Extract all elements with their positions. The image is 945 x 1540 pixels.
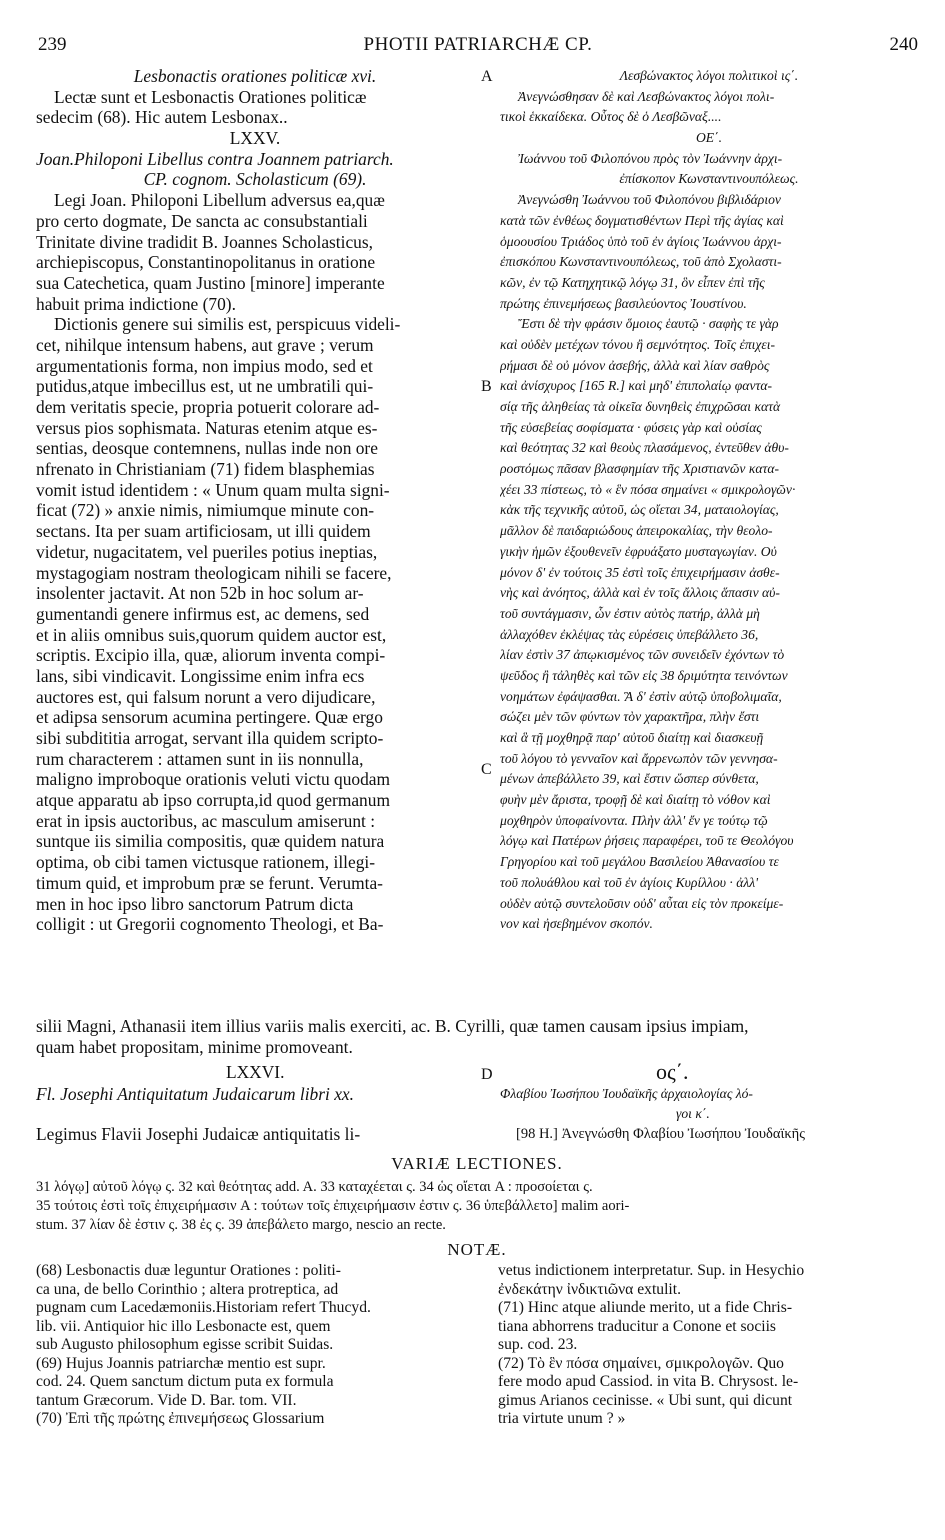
note-line: (70) Ἐπὶ τῆς πρώτης ἐπινεμήσεως Glossarium: [36, 1410, 325, 1427]
greek-text-line: τοῦ συντάγμασιν, ὧν ἐστιν αὐτὸς πατήρ, ἀλλὰ μὴ: [500, 605, 760, 621]
josephus-text-greek: [98 H.] Ἀνεγνώσθη Φλαβίου Ἰωσήπου Ἰουδαϊκῆς: [516, 1126, 806, 1142]
latin-text-line: vomit istud identidem : « Unum quam multa signi-: [36, 479, 390, 500]
running-head: [38, 34, 918, 58]
note-line: sup. cod. 23.: [498, 1336, 578, 1353]
note-line: gimus Arianos cecinisse. « Ubi sunt, qui dicunt: [498, 1391, 793, 1409]
note-line: sub Augusto philosophum egisse scribit Suidas.: [36, 1336, 334, 1353]
greek-text-line: μᾶλλον δὲ παιδαριώδους ἀπειροκαλίας, τὴν θεολο-: [500, 523, 773, 539]
latin-text-line: erat in ipsis auctoribus, ac masculum amiserunt :: [36, 810, 376, 831]
section-number-lxxvi: LXXVI.: [226, 1062, 285, 1082]
note-line: ἐνδεκάτην ἰνδικτιῶνα extulit.: [498, 1280, 681, 1298]
latin-text-line: archiepiscopus, Constantinopolitanus in oratione: [36, 252, 376, 273]
notes-left-column: [36, 1262, 476, 1429]
greek-text-line: Λεσβώνακτος λόγοι πολιτικοὶ ις΄.: [619, 68, 799, 83]
latin-text-line: suntque iis similia compositis, quæ quidem natura: [36, 831, 385, 852]
josephus-title-greek: Φλαβίου Ἰωσήπου Ἰουδαϊκῆς ἀρχαιολογίας λό-: [500, 1086, 753, 1101]
latin-text-line: dem veritatis specie, propria potuerit colorare ad-: [36, 397, 380, 417]
note-line: (72) Τὸ ἓν πόσα σημαίνει, σμικρολογῶν. Quo: [498, 1354, 784, 1372]
greek-text-line: ΟΕ΄.: [695, 130, 723, 146]
latin-text-line: lans, sibi vindicavit. Longissime enim infra ecs: [36, 665, 365, 686]
greek-text-line: τῆς εὐσεβείας σοφίσματα · φύσεις γὰρ καὶ οὐσίας: [500, 419, 762, 435]
margin-marker-c: C: [481, 761, 492, 778]
note-line: cod. 24. Quem sanctum dictum puta ex formula: [36, 1373, 334, 1390]
greek-text-line: ὁμοουσίου Τριάδος ὑπὸ τοῦ ἐν ἁγίοις Ἰωάννου ἀρχι-: [500, 233, 782, 249]
latin-text-line: nfrenato in Christianiam (71) fidem blasphemias: [36, 459, 375, 480]
page-title: PHOTII PATRIARCHÆ CP.: [363, 34, 593, 55]
margin-marker-a: A: [481, 68, 493, 85]
greek-text-line: μένων ἀπεβάλλετο 39, καὶ ἔστιν ὥσπερ σύνθετα,: [500, 771, 759, 787]
latin-text-line: et adipsa sensorum acumina pertingere. Quæ ergo: [36, 707, 383, 728]
latin-text-line: timum quid, et improbum præ se ferunt. Verumta-: [36, 872, 383, 893]
greek-column: [500, 66, 918, 935]
greek-text-line: σώζει μὲν τῶν φύντων τὸν χαρακτῆρα, πλὴν ἔστι: [500, 709, 760, 725]
greek-text-line: μόνον δ' ἐν τούτοις 35 ἐστὶ τοῖς ἐπιχειρήμασιν ἀσθε-: [500, 564, 780, 580]
greek-text-line: Ἀνεγνώσθη Ἰωάννου τοῦ Φιλοπόνου βιβλιδάριον: [518, 192, 781, 208]
margin-marker-b: B: [481, 378, 492, 395]
greek-text-line: κὰκ τῆς τεχνικῆς αὐτοῦ, ὡς οἴεται 34, ματαιολογίας,: [500, 502, 779, 518]
note-line: vetus indictionem interpretatur. Sup. in Hesychio: [498, 1262, 805, 1279]
latin-text-line: sectans. Ita per suam artificiosam, ut illi quidem: [36, 521, 371, 542]
full-width-line: silii Magni, Athanasii item illius variis malis exerciti, ac. B. Cyrilli, quæ tamen causam ipsius impiam,: [36, 1016, 749, 1036]
greek-text-line: γικὴν ἡμῶν ἐξουθενεῖν ἐφρυάξατο μυσταγωγίαν. Οὐ: [500, 543, 777, 559]
greek-text-line: Ἀνεγνώσθησαν δὲ καὶ Λεσβώνακτος λόγοι πολι-: [518, 88, 775, 104]
note-line: (69) Hujus Joannis patriarchæ mentio est supr.: [36, 1354, 326, 1372]
note-line: (71) Hinc atque aliunde merito, ut a fide Chris-: [498, 1299, 793, 1316]
greek-text-line: κῶν, ἐν τῷ Κατηχητικῷ λόγῳ 31, ὃν εἶπεν ἐπὶ τῆς: [500, 274, 765, 290]
greek-text-line: τοῦ πολυάθλου καὶ τοῦ ἐν ἁγίοις Κυρίλλου · ἀλλ': [500, 874, 759, 890]
latin-text-line: maligno improboque orationis veluti victu quodam: [36, 769, 391, 790]
greek-text-line: λόγῳ καὶ Πατέρων ῥήσεις παραφέρει, τοῦ τε Θεολόγου: [500, 833, 794, 849]
latin-text-line: Lectæ sunt et Lesbonactis Orationes politicæ: [54, 86, 367, 107]
latin-text-line: habuit prima indictione (70).: [36, 293, 236, 314]
note-line: pugnam cum Lacedæmoniis.Historiam refert Thucyd.: [36, 1299, 371, 1316]
latin-text-line: insolenter jactavit. At non 52b in hoc solum ar-: [36, 583, 364, 604]
variant-reading-line: 35 τούτοις ἐστὶ τοῖς ἐπιχειρήμασιν A : τούτων τοῖς ἐπιχειρήμασιν ἐστιν ς. 36 ὑπεβάλλετο] malim aori-: [36, 1198, 630, 1214]
latin-text-line: cet, nihilque intensum habens, aut grave ; verum: [36, 334, 374, 355]
josephus-title-greek-2: γοι κ΄.: [676, 1106, 710, 1121]
greek-text-line: Γρηγορίου καὶ τοῦ μεγάλου Βασιλείου Ἀθανασίου τε: [500, 854, 779, 870]
latin-text-line: Dictionis genere sui similis est, perspicuus videli-: [54, 314, 401, 335]
latin-text-line: atque apparatu ab ipso corrupta,id quod germanum: [36, 790, 390, 811]
latin-text-line: versus pios sophismata. Naturas etenim atque es-: [36, 417, 378, 438]
greek-text-line: νὴς καὶ ἀνόητος, ἀλλὰ καὶ ἐν τοῖς ἄλλοις ἅπασιν αὐ-: [500, 585, 780, 601]
latin-text-line: sentias, deosque contemnens, nullas inde non ore: [36, 438, 378, 459]
variae-title: VARIÆ LECTIONES.: [391, 1154, 563, 1173]
greek-text-line: νοημάτων ἐφάψασθαι. Ἃ δ' ἐστὶν αὐτῷ ὑποβολιμαῖα,: [500, 688, 782, 704]
section-number-greek: ος΄.: [656, 1059, 689, 1084]
josephus-text-latin: Legimus Flavii Josephi Judaicæ antiquitatis li-: [36, 1124, 361, 1144]
page-number-right: 240: [889, 34, 918, 55]
greek-text-line: καὶ θεότητας 32 καὶ θεοὺς πλασάμενος, ἐντεῦθεν ἀθυ-: [500, 440, 789, 456]
latin-text-line: auctores est, qui falsum norunt a vero dijudicare,: [36, 686, 376, 707]
greek-text-line: ἀλλαχόθεν ἐκλέψας τὰς εὑρέσεις ὑπεβάλλετο 36,: [500, 626, 759, 642]
greek-text-line: πρώτης ἐπινεμήσεως βασιλεύοντος Ἰουστίνου.: [500, 295, 747, 311]
margin-marker-d: D: [481, 1066, 493, 1083]
greek-text-line: σίᾳ τῆς ἀληθείας τὰ οἰκεῖα δυνηθεὶς ἐπιχρῶσαι κατὰ: [500, 399, 781, 414]
notes-right-column: [498, 1262, 918, 1429]
greek-text-line: φυὴν μὲν ἄριστα, τροφῇ δὲ καὶ διαίτῃ τὸ νόθον καὶ: [500, 792, 771, 808]
greek-text-line: καὶ ἀνίσχυρος [165 R.] καὶ μηδ' ἐπιπολαίῳ φαντα-: [500, 378, 773, 394]
greek-text-line: οὐδὲν αὐτῷ συντελοῦσιν οὐδ' αὗται εἰς τὸν προκείμε-: [500, 895, 784, 911]
greek-text-line: μοχθηρὸν ὑποφαίνοντα. Πλὴν ἀλλ' ἔν γε τούτῳ τῷ: [500, 812, 768, 828]
latin-column: [36, 66, 474, 935]
note-line: fere modo apud Cassiod. in vita B. Chrysost. le-: [498, 1373, 799, 1390]
full-width-text: [36, 1016, 918, 1057]
latin-text-line: sibi subdititia arrogat, servant illa quidem scripto-: [36, 728, 384, 748]
latin-text-line: CP. cognom. Scholasticum (69).: [143, 169, 367, 190]
greek-text-line: χέει 33 πίστεως, τὸ « ἓν πόσα σημαίνει « σμικρολογῶν·: [500, 481, 796, 497]
latin-text-line: sedecim (68). Hic autem Lesbonax..: [36, 107, 288, 128]
latin-text-line: pro certo dogmate, De sancta ac consubstantiali: [36, 210, 368, 231]
note-line: tiana abhorrens traducitur a Conone et sociis: [498, 1317, 776, 1335]
latin-text-line: colligit : ut Gregorii cognomento Theologi, et Ba-: [36, 914, 384, 935]
variae-lectiones: [36, 1154, 918, 1235]
latin-text-line: putidus,atque imbecillus est, ut ne umbratili qui-: [36, 376, 374, 397]
greek-text-line: Ἰωάννου τοῦ Φιλοπόνου πρὸς τὸν Ἰωάννην ἀρχι-: [518, 150, 783, 166]
latin-text-line: ficat (72) » anxie nimis, nimiumque minute con-: [36, 500, 375, 521]
note-line: tantum Græcorum. Vide D. Bar. tom. VII.: [36, 1391, 297, 1409]
greek-text-line: Ἔστι δὲ τὴν φράσιν ὅμοιος ἑαυτῷ · σαφὴς τε γὰρ: [518, 316, 779, 332]
latin-text-line: et in aliis omnibus suis,quorum quidem auctor est,: [36, 624, 387, 645]
latin-text-line: Trinitate divine tradidit B. Joannes Scholasticus,: [36, 231, 373, 252]
latin-text-line: mystagogiam nostram theologicam nihili se facere,: [36, 562, 392, 583]
notae-title: NOTÆ.: [447, 1240, 507, 1259]
greek-text-line: ψεῦδος ἢ τἀληθὲς καὶ τῶν εἰς 38 δριμύτητα τεινόντων: [500, 667, 788, 683]
full-width-line: quam habet propositam, minime promoveant.: [36, 1036, 353, 1057]
latin-text-line: LXXV.: [229, 128, 281, 149]
note-line: (68) Lesbonactis duæ leguntur Orationes : politi-: [36, 1262, 341, 1279]
greek-text-line: νον καὶ ἠσεβημένον σκοπόν.: [500, 916, 653, 932]
page-number-left: 239: [38, 34, 67, 55]
greek-text-line: καὶ οὐδὲν μετέχων τόνου ἢ σεμνότητος. Τοῖς ἐπιχει-: [500, 336, 776, 352]
josephus-title-latin: Fl. Josephi Antiquitatum Judaicarum libri xx.: [36, 1084, 354, 1104]
greek-text-line: ρήμασι δὲ οὐ μόνον ἀσεβής, ἀλλὰ καὶ λίαν σαθρὸς: [500, 357, 770, 373]
latin-text-line: Joan.Philoponi Libellus contra Joannem patriarch.: [36, 148, 394, 169]
greek-text-line: ἐπίσκοπον Κωνσταντινουπόλεως.: [619, 171, 799, 187]
latin-text-line: optima, ob cibi tamen victusque rationem, illegi-: [36, 852, 376, 873]
latin-text-line: argumentationis forma, non impius modo, sed et: [36, 355, 373, 376]
latin-text-line: videtur, nugacitatem, vel pueriles potius ineptias,: [36, 541, 378, 562]
greek-text-line: τοῦ λόγου τὸ γενναῖον καὶ ἄρρενωπὸν τῶν γεννησα-: [500, 750, 778, 766]
variant-reading-line: 31 λόγῳ] αὐτοῦ λόγῳ ς. 32 καὶ θεότητας add. A. 33 καταχέεται ς. 34 ὡς οἴεται A : προσοίεται ς.: [36, 1179, 593, 1195]
latin-text-line: Lesbonactis orationes politicæ xvi.: [133, 66, 377, 86]
note-line: tria virtute unum ? »: [498, 1410, 626, 1427]
latin-text-line: gumentandi genere infirmus est, ac demens, sed: [36, 603, 370, 624]
note-line: ca una, de bello Corinthio ; altera protreptica, ad: [36, 1280, 339, 1298]
latin-text-line: scriptis. Excipio illa, quæ, aliorum inventa compi-: [36, 645, 386, 666]
greek-text-line: καὶ ἃ τῇ μοχθηρᾷ παρ' αὐτοῦ διαίτῃ καὶ διασκευῇ: [500, 730, 764, 745]
greek-text-line: λίαν ἐστὶν 37 ἀπῳκισμένος τῶν συνειδεῖν ἐχόντων τὸ: [500, 647, 785, 663]
greek-text-line: ἐπισκόπου Κωνσταντινουπόλεως, τοῦ ἀπὸ Σχολαστι-: [500, 254, 782, 270]
latin-text-line: men in hoc ipso libro sanctorum Patrum dicta: [36, 893, 354, 914]
latin-text-line: rum characterem : attamen sunt in iis nonnulla,: [36, 748, 364, 769]
latin-text-line: Legi Joan. Philoponi Libellum adversus ea,quæ: [54, 190, 385, 211]
latin-text-line: sua Catechetica, quam Justino [minore] imperante: [36, 272, 385, 293]
variant-reading-line: stum. 37 λίαν δὲ ἐστιν ς. 38 ἐς ς. 39 ἀπεβάλετο margo, nescio an recte.: [36, 1217, 446, 1233]
greek-text-line: κατὰ τῶν ἐνθέως δογματισθέντων Περὶ τῆς ἁγίας καὶ: [500, 212, 784, 228]
next-section: [36, 1059, 918, 1146]
note-line: lib. vii. Antiquior hic illo Lesbonacte est, quem: [36, 1317, 331, 1335]
greek-text-line: ροστόμως πᾶσαν βλασφημίαν τῆς Χριστιανῶν κατα-: [500, 461, 780, 477]
greek-text-line: τικοὶ ἑκκαίδεκα. Οὗτος δὲ ὁ Λεσβῶναξ....: [500, 109, 722, 125]
